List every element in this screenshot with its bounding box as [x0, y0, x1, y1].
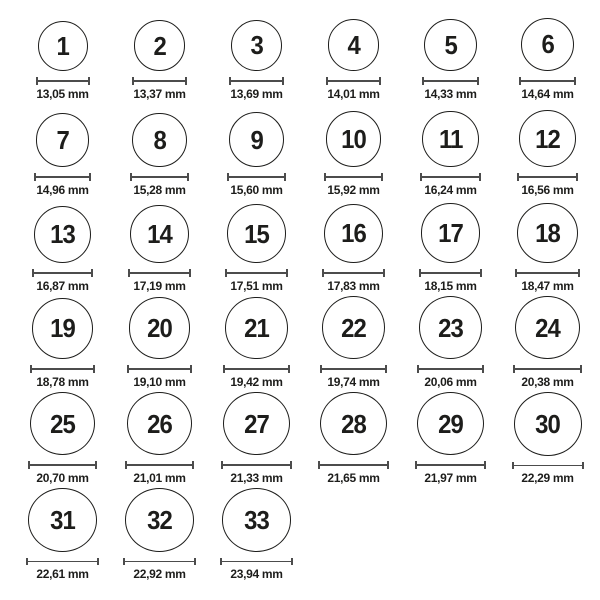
diameter-measure-line [326, 176, 382, 178]
diameter-label: 17,19 mm [133, 279, 186, 293]
ring-circle [132, 113, 186, 167]
ring-circle [417, 392, 484, 455]
diameter-label: 23,94 mm [230, 567, 283, 581]
diameter-measure-bracket [128, 269, 190, 277]
diameter-measure-line [417, 464, 484, 466]
ring-size-item [14, 488, 111, 584]
ring-size-number: 6 [541, 29, 554, 60]
diameter-measure-line [514, 465, 582, 467]
diameter-label: 20,38 mm [521, 375, 574, 389]
ring-size-number: 31 [50, 504, 75, 535]
diameter-measure-bracket [125, 461, 195, 469]
ring-circle [231, 20, 282, 71]
diameter-measure-bracket [229, 77, 284, 85]
ring-size-number: 20 [147, 313, 172, 344]
diameter-measure-bracket [223, 365, 289, 373]
ring-size-number: 17 [438, 218, 463, 249]
diameter-label: 18,47 mm [521, 279, 574, 293]
ring-circle [34, 206, 91, 263]
diameter-measure-line [519, 176, 576, 178]
ring-size-item [499, 200, 596, 296]
ring-size-number: 13 [50, 219, 75, 250]
ring-size-number: 2 [153, 30, 166, 61]
ring-size-item [305, 104, 402, 200]
ring-size-number: 26 [147, 408, 172, 439]
ring-size-number: 23 [438, 312, 463, 343]
diameter-measure-line [125, 561, 194, 563]
ring-circle [222, 488, 292, 552]
ring-size-item [111, 200, 208, 296]
ring-circle [328, 19, 380, 71]
diameter-label: 20,06 mm [424, 375, 477, 389]
ring-circle [32, 298, 93, 359]
ring-circle [229, 112, 284, 167]
ring-size-number: 30 [535, 408, 560, 439]
diameter-label: 13,69 mm [230, 87, 283, 101]
diameter-measure-line [515, 368, 579, 370]
ring-size-item [402, 104, 499, 200]
diameter-label: 16,24 mm [424, 183, 477, 197]
ring-size-item [14, 200, 111, 296]
ring-circle [125, 488, 194, 552]
diameter-measure-bracket [220, 558, 294, 565]
ring-circle [134, 20, 185, 71]
chart-row [14, 488, 600, 584]
diameter-measure-bracket [513, 365, 581, 373]
ring-circle [38, 21, 88, 71]
ring-size-item [208, 104, 305, 200]
diameter-measure-line [424, 80, 477, 82]
diameter-measure-bracket [318, 461, 389, 469]
ring-size-number: 3 [250, 30, 263, 61]
diameter-measure-line [222, 561, 292, 563]
diameter-measure-line [419, 368, 483, 370]
diameter-measure-bracket [34, 173, 92, 181]
ring-size-item [208, 392, 305, 488]
ring-size-number: 11 [438, 123, 463, 154]
diameter-measure-bracket [130, 173, 188, 181]
diameter-measure-line [225, 368, 287, 370]
diameter-measure-bracket [225, 269, 288, 277]
diameter-measure-bracket [515, 269, 580, 277]
ring-size-number: 18 [535, 217, 560, 248]
diameter-measure-bracket [417, 365, 485, 373]
diameter-label: 15,60 mm [230, 183, 283, 197]
ring-size-item [111, 296, 208, 392]
diameter-label: 21,65 mm [327, 471, 380, 485]
diameter-measure-bracket [519, 77, 576, 85]
ring-circle [322, 296, 385, 359]
diameter-measure-line [229, 176, 284, 178]
diameter-label: 17,51 mm [230, 279, 283, 293]
diameter-measure-bracket [123, 558, 196, 565]
diameter-measure-line [422, 176, 478, 178]
ring-size-number: 33 [244, 504, 269, 535]
ring-size-number: 9 [250, 124, 263, 155]
ring-circle [422, 111, 478, 167]
diameter-label: 15,28 mm [133, 183, 186, 197]
chart-row [14, 8, 600, 104]
diameter-label: 17,83 mm [327, 279, 380, 293]
ring-circle [129, 297, 191, 359]
diameter-label: 21,33 mm [230, 471, 283, 485]
diameter-measure-bracket [422, 77, 479, 85]
ring-size-number: 8 [153, 124, 166, 155]
ring-size-number: 25 [50, 408, 75, 439]
diameter-label: 14,96 mm [36, 183, 89, 197]
ring-size-item [208, 8, 305, 104]
diameter-label: 19,42 mm [230, 375, 283, 389]
diameter-label: 22,92 mm [133, 567, 186, 581]
diameter-measure-bracket [30, 365, 95, 373]
diameter-measure-bracket [324, 173, 384, 181]
ring-size-number: 7 [56, 125, 69, 156]
ring-size-item [305, 296, 402, 392]
ring-circle [519, 110, 576, 167]
ring-size-number: 32 [147, 504, 172, 535]
diameter-measure-bracket [227, 173, 286, 181]
diameter-measure-line [223, 464, 289, 466]
ring-circle [320, 392, 387, 455]
diameter-label: 21,97 mm [424, 471, 477, 485]
ring-circle [227, 204, 286, 263]
ring-size-number: 12 [535, 123, 560, 154]
diameter-label: 18,78 mm [36, 375, 89, 389]
diameter-measure-bracket [322, 269, 385, 277]
ring-circle [30, 392, 95, 455]
diameter-measure-bracket [36, 77, 90, 85]
ring-circle [130, 205, 188, 263]
chart-row [14, 392, 600, 488]
ring-size-number: 27 [244, 408, 269, 439]
chart-row [14, 200, 600, 296]
diameter-measure-line [324, 272, 383, 274]
diameter-measure-line [38, 80, 88, 82]
ring-size-item [402, 200, 499, 296]
ring-size-number: 5 [444, 29, 457, 60]
ring-size-number: 1 [56, 31, 69, 61]
ring-size-item [402, 8, 499, 104]
ring-size-item [402, 296, 499, 392]
ring-size-item [305, 200, 402, 296]
diameter-measure-line [34, 272, 91, 274]
diameter-measure-line [28, 561, 97, 563]
diameter-label: 22,29 mm [521, 471, 574, 485]
ring-circle [514, 392, 582, 456]
ring-size-item [208, 296, 305, 392]
ring-circle [225, 297, 287, 359]
diameter-measure-bracket [517, 173, 578, 181]
diameter-measure-line [328, 80, 380, 82]
ring-size-item [305, 392, 402, 488]
diameter-measure-line [322, 368, 385, 370]
diameter-measure-line [30, 464, 95, 466]
diameter-label: 19,74 mm [327, 375, 380, 389]
ring-size-item [111, 488, 208, 584]
ring-size-item [402, 392, 499, 488]
diameter-measure-line [521, 80, 574, 82]
ring-circle [324, 204, 383, 263]
diameter-label: 19,10 mm [133, 375, 186, 389]
ring-size-number: 15 [244, 218, 269, 249]
diameter-label: 14,01 mm [327, 87, 380, 101]
diameter-label: 16,56 mm [521, 183, 574, 197]
diameter-measure-line [231, 80, 282, 82]
diameter-label: 20,70 mm [36, 471, 89, 485]
diameter-measure-bracket [28, 461, 97, 469]
ring-size-number: 22 [341, 312, 366, 343]
ring-circle [424, 19, 477, 72]
diameter-measure-line [127, 464, 193, 466]
ring-size-item [305, 8, 402, 104]
diameter-measure-line [130, 272, 188, 274]
diameter-measure-line [36, 176, 90, 178]
ring-size-item [499, 8, 596, 104]
ring-size-number: 21 [244, 312, 269, 343]
diameter-measure-bracket [127, 365, 193, 373]
diameter-measure-bracket [32, 269, 93, 277]
chart-row [14, 104, 600, 200]
ring-size-number: 16 [341, 218, 366, 249]
ring-circle [326, 111, 382, 167]
ring-size-number: 10 [341, 124, 366, 155]
diameter-measure-bracket [320, 365, 387, 373]
diameter-measure-bracket [221, 461, 291, 469]
diameter-measure-line [517, 272, 578, 274]
ring-size-number: 28 [341, 408, 366, 439]
ring-circle [223, 392, 289, 455]
ring-size-item [111, 104, 208, 200]
ring-size-item [499, 104, 596, 200]
ring-size-item [111, 392, 208, 488]
ring-size-number: 29 [438, 408, 463, 439]
diameter-label: 18,15 mm [424, 279, 477, 293]
ring-size-item [208, 488, 305, 584]
ring-size-item [14, 104, 111, 200]
diameter-measure-line [320, 464, 387, 466]
diameter-label: 14,64 mm [521, 87, 574, 101]
diameter-measure-bracket [415, 461, 486, 469]
diameter-label: 14,33 mm [424, 87, 477, 101]
ring-circle [28, 488, 97, 552]
diameter-measure-line [227, 272, 286, 274]
diameter-label: 13,05 mm [36, 87, 89, 101]
ring-size-number: 14 [147, 218, 172, 249]
diameter-label: 16,87 mm [36, 279, 89, 293]
diameter-measure-bracket [512, 462, 584, 469]
ring-size-item [111, 8, 208, 104]
diameter-label: 15,92 mm [327, 183, 380, 197]
ring-size-item [14, 296, 111, 392]
ring-size-item [14, 8, 111, 104]
diameter-measure-bracket [26, 558, 99, 565]
diameter-label: 21,01 mm [133, 471, 186, 485]
diameter-measure-bracket [132, 77, 187, 85]
diameter-measure-line [421, 272, 481, 274]
diameter-label: 22,61 mm [36, 567, 89, 581]
ring-size-item [208, 200, 305, 296]
ring-size-number: 24 [535, 312, 560, 343]
diameter-measure-line [132, 176, 186, 178]
ring-size-number: 19 [50, 313, 75, 344]
ring-circle [36, 113, 90, 167]
ring-size-item [499, 296, 596, 392]
ring-circle [521, 18, 574, 71]
diameter-measure-bracket [419, 269, 483, 277]
ring-circle [515, 296, 579, 359]
ring-size-item [499, 392, 596, 488]
ring-size-item [14, 392, 111, 488]
diameter-measure-bracket [326, 77, 382, 85]
diameter-measure-line [32, 368, 93, 370]
ring-circle [127, 392, 193, 455]
ring-circle [517, 203, 578, 264]
chart-row [14, 296, 600, 392]
diameter-measure-line [134, 80, 185, 82]
ring-size-number: 4 [347, 30, 360, 61]
diameter-measure-bracket [420, 173, 480, 181]
diameter-label: 13,37 mm [133, 87, 186, 101]
ring-circle [421, 203, 481, 263]
diameter-measure-line [129, 368, 191, 370]
ring-circle [419, 296, 483, 359]
